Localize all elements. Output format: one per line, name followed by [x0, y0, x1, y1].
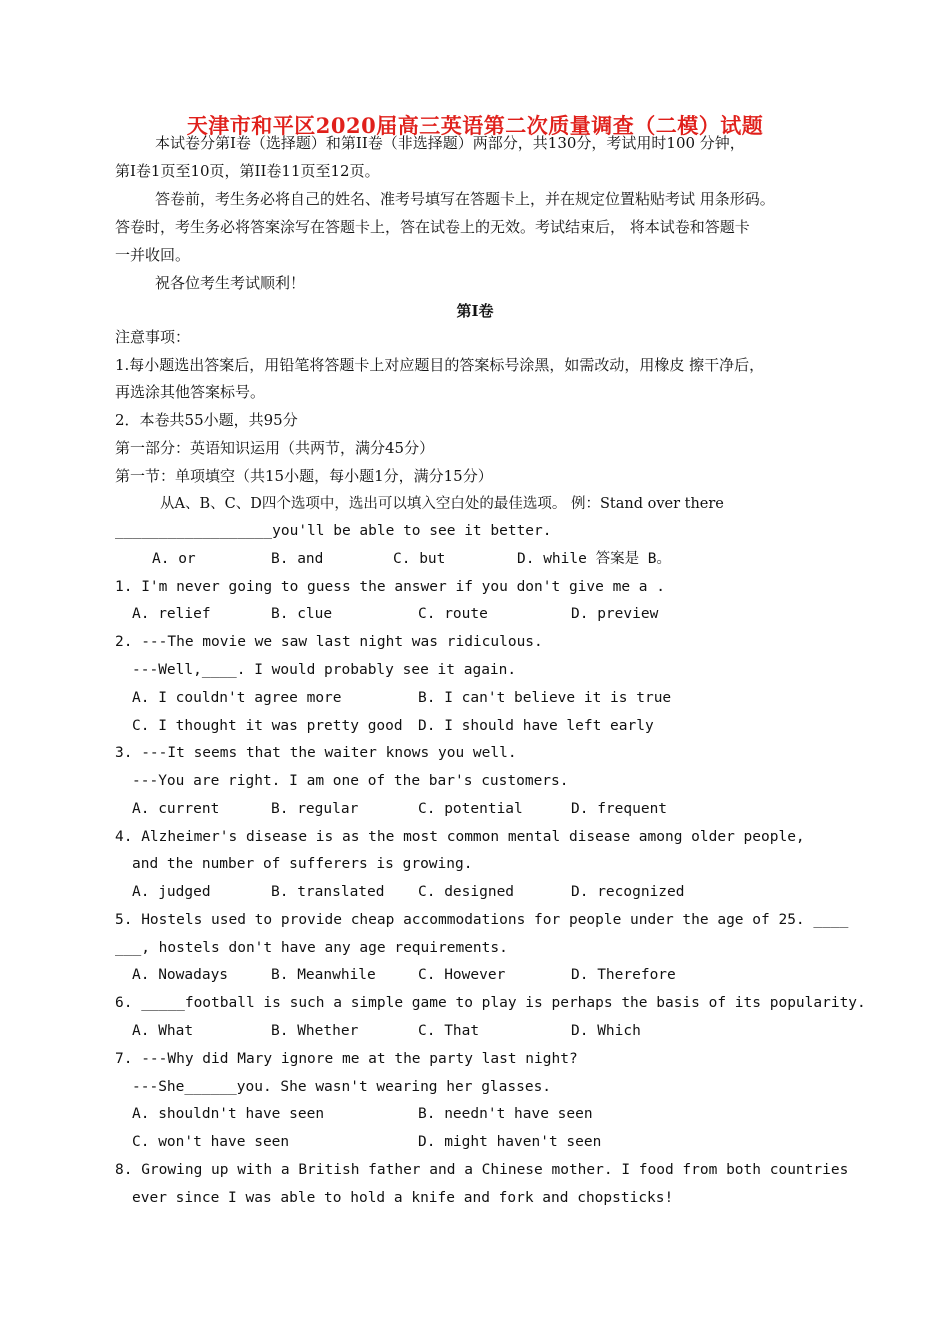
question-6: 6. _____football is such a simple game to play is perhaps the basis of its popularity. [115, 995, 866, 1011]
example-instruction: 从A、B、C、D四个选项中，选出可以填入空白处的最佳选项。 例：Stand over there [160, 496, 724, 512]
example-option: C. but [393, 551, 446, 567]
option-4b: B. translated [271, 884, 385, 900]
option-4c: C. designed [418, 884, 515, 900]
option-1c: C. route [418, 606, 488, 622]
notes-line: 第一节：单项填空（共15小题，每小题1分，满分15分） [115, 467, 493, 485]
question-4: 4. Alzheimer's disease is as the most common mental disease among older people, [115, 829, 805, 845]
question-3: 3. ---It seems that the waiter knows you well. [115, 745, 517, 761]
example-option: D. while 答案是 B。 [517, 551, 672, 567]
question-2: 2. ---The movie we saw last night was ridiculous. [115, 634, 543, 650]
option-3d: D. frequent [571, 801, 668, 817]
question-8: 8. Growing up with a British father and a Chinese mother. I food from both countries [115, 1162, 849, 1178]
intro-line: 本试卷分第Ⅰ卷（选择题）和第II卷（非选择题）两部分，共130分，考试用时100 分钟， [155, 134, 745, 152]
section-heading: 第Ⅰ卷 [456, 302, 494, 320]
example-sentence: __________________you'll be able to see it better. [115, 523, 552, 539]
intro-line: 祝各位考生考试顺利！ [155, 274, 306, 292]
option-6d: D. Which [571, 1023, 641, 1039]
intro-line: 答卷时，考生务必将答案涂写在答题卡上，答在试卷上的无效。考试结束后， 将本试卷和答题卡 [115, 218, 750, 236]
page-title: 天津市和平区2020届高三英语第二次质量调查（二模）试题 [186, 113, 764, 138]
option-3a: A. current [132, 801, 220, 817]
notes-line: 2．本卷共55小题，共95分 [115, 411, 298, 429]
option-7b: B. needn't have seen [418, 1106, 593, 1122]
question-2-line2: ---Well,____. I would probably see it again. [132, 662, 517, 678]
option-5a: A. Nowadays [132, 967, 229, 983]
question-5: 5. Hostels used to provide cheap accommodations for people under the age of 25. ____ [115, 912, 849, 928]
question-7-line2: ---She______you. She wasn't wearing her glasses. [132, 1079, 552, 1095]
option-2d: D. I should have left early [418, 718, 654, 734]
option-5d: D. Therefore [571, 967, 676, 983]
question-4-line2: and the number of sufferers is growing. [132, 856, 473, 872]
option-4a: A. judged [132, 884, 211, 900]
option-6c: C. That [418, 1023, 480, 1039]
question-1: 1. I'm never going to guess the answer if you don't give me a . [115, 579, 665, 595]
option-1a: A. relief [132, 606, 211, 622]
option-3c: C. potential [418, 801, 523, 817]
option-3b: B. regular [271, 801, 359, 817]
option-2c: C. I thought it was pretty good [132, 718, 403, 734]
option-2b: B. I can't believe it is true [418, 690, 672, 706]
intro-line: 一并收回。 [115, 246, 191, 264]
option-7d: D. might haven't seen [418, 1134, 602, 1150]
option-5b: B. Meanwhile [271, 967, 376, 983]
option-2a: A. I couldn't agree more [132, 690, 342, 706]
option-6b: B. Whether [271, 1023, 359, 1039]
intro-line: 第Ⅰ卷1页至10页，第II卷11页至12页。 [115, 162, 380, 180]
question-8-line2: ever since I was able to hold a knife and fork and chopsticks! [132, 1190, 674, 1206]
notes-line: 第一部分：英语知识运用（共两节，满分45分） [115, 439, 435, 457]
notes-line: 注意事项： [115, 328, 191, 346]
option-7c: C. won't have seen [132, 1134, 290, 1150]
question-3-line2: ---You are right. I am one of the bar's customers. [132, 773, 569, 789]
example-option: A. or [152, 551, 196, 567]
option-4d: D. recognized [571, 884, 685, 900]
option-1d: D. preview [571, 606, 659, 622]
option-7a: A. shouldn't have seen [132, 1106, 325, 1122]
notes-line: 1.每小题选出答案后，用铅笔将答题卡上对应题目的答案标号涂黑，如需改动，用橡皮 擦干净后， [115, 356, 765, 374]
notes-line: 再选涂其他答案标号。 [115, 383, 266, 401]
option-1b: B. clue [271, 606, 333, 622]
question-7: 7. ---Why did Mary ignore me at the party last night? [115, 1051, 578, 1067]
option-5c: C. However [418, 967, 506, 983]
option-6a: A. What [132, 1023, 194, 1039]
question-5-line2: ___, hostels don't have any age requirements. [115, 940, 508, 956]
intro-line: 答卷前，考生务必将自己的姓名、准考号填写在答题卡上，并在规定位置粘贴考试 用条形码。 [155, 190, 775, 208]
example-option: B. and [271, 551, 324, 567]
